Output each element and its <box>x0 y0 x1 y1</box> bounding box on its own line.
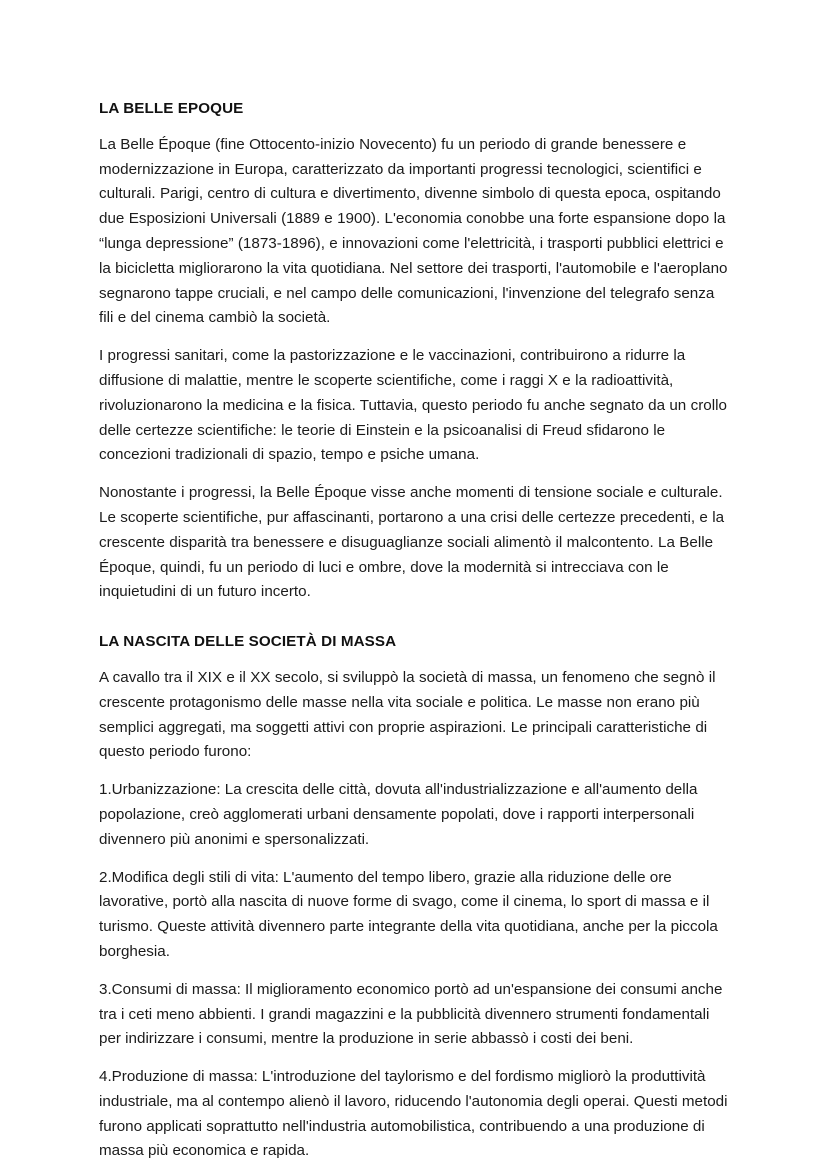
document-body <box>99 97 730 1164</box>
paragraph: I progressi sanitari, come la pastorizzazione e le vaccinazioni, contribuirono a ridurre la diffusione di malattie, mentre le scoperte scientifiche, come i raggi X e la radioattività, rivoluzionarono la medicina e la fisica. Tuttavia, questo periodo fu anche segnato da un crollo delle certezze scientifiche: le teorie di Einstein e la psicoanalisi di Freud sfidarono le concezioni tradizionali di spazio, tempo e psiche umana. <box>99 347 727 464</box>
list-item: 1.Urbanizzazione: La crescita delle città, dovuta all'industrializzazione e all'aumento della popolazione, creò agglomerati urbani densamente popolati, dove i rapporti interpersonali divennero più anonimi e spersonalizzati. <box>99 781 698 848</box>
paragraph: Nonostante i progressi, la Belle Époque visse anche momenti di tensione sociale e culturale. Le scoperte scientifiche, pur affascinanti, portarono a una crisi delle certezze precedenti, e la crescente disparità tra benessere e disuguaglianze sociali alimentò il malcontento. La Belle Époque, quindi, fu un periodo di luci e ombre, dove la modernità si intrecciava con le inquietudini di un futuro incerto. <box>99 484 725 601</box>
list-item: 3.Consumi di massa: Il miglioramento economico portò ad un'espansione dei consumi anche tra i ceti meno abbienti. I grandi magazzini e la pubblicità divennero strumenti fondamentali per indirizzare i consumi, mentre la produzione in serie abbassò i costi dei beni. <box>99 980 723 1048</box>
list-item: 2.Modifica degli stili di vita: L'aumento del tempo libero, grazie alla riduzione delle ore lavorative, portò alla nascita di nuove forme di svago, come il cinema, lo sport di massa e il turismo. Queste attività divennero parte integrante della vita quotidiana, anche per la piccola borghesia. <box>99 868 718 960</box>
list-item: 4.Produzione di massa: L'introduzione del taylorismo e del fordismo migliorò la produttività industriale, ma al contempo alienò il lavoro, riducendo l'autonomia degli operai. Questi metodi furono applicati soprattutto nell'industria automobilistica, contribuendo a una produzione di massa più economica e rapida. <box>99 1068 728 1160</box>
section-heading-belle-epoque: LA BELLE EPOQUE <box>99 100 244 117</box>
section-heading-societa-di-massa: LA NASCITA DELLE SOCIETÀ DI MASSA <box>99 633 397 651</box>
paragraph: La Belle Époque (fine Ottocento-inizio Novecento) fu un periodo di grande benessere e modernizzazione in Europa, caratterizzato da importanti progressi tecnologici, scientifici e culturali. Parigi, centro di cultura e divertimento, divenne simbolo di questa epoca, ospitando due Esposizioni Universali (1889 e 1900). L'economia conobbe una forte espansione dopo la “lunga depressione” (1873-1896), e innovazioni come l'elettricità, i trasporti pubblici elettrici e la bicicletta migliorarono la vita quotidiana. Nel settore dei trasporti, l'automobile e l'aeroplano segnarono tappe cruciali, e nel campo delle comunicazioni, l'invenzione del telegrafo senza fili e del cinema cambiò la società. <box>99 135 728 327</box>
paragraph: A cavallo tra il XIX e il XX secolo, si sviluppò la società di massa, un fenomeno che segnò il crescente protagonismo delle masse nella vita sociale e politica. Le masse non erano più semplici aggregati, ma soggetti attivi con proprie aspirazioni. Le principali caratteristiche di questo periodo furono: <box>99 668 716 761</box>
numbered-list <box>99 778 730 1164</box>
